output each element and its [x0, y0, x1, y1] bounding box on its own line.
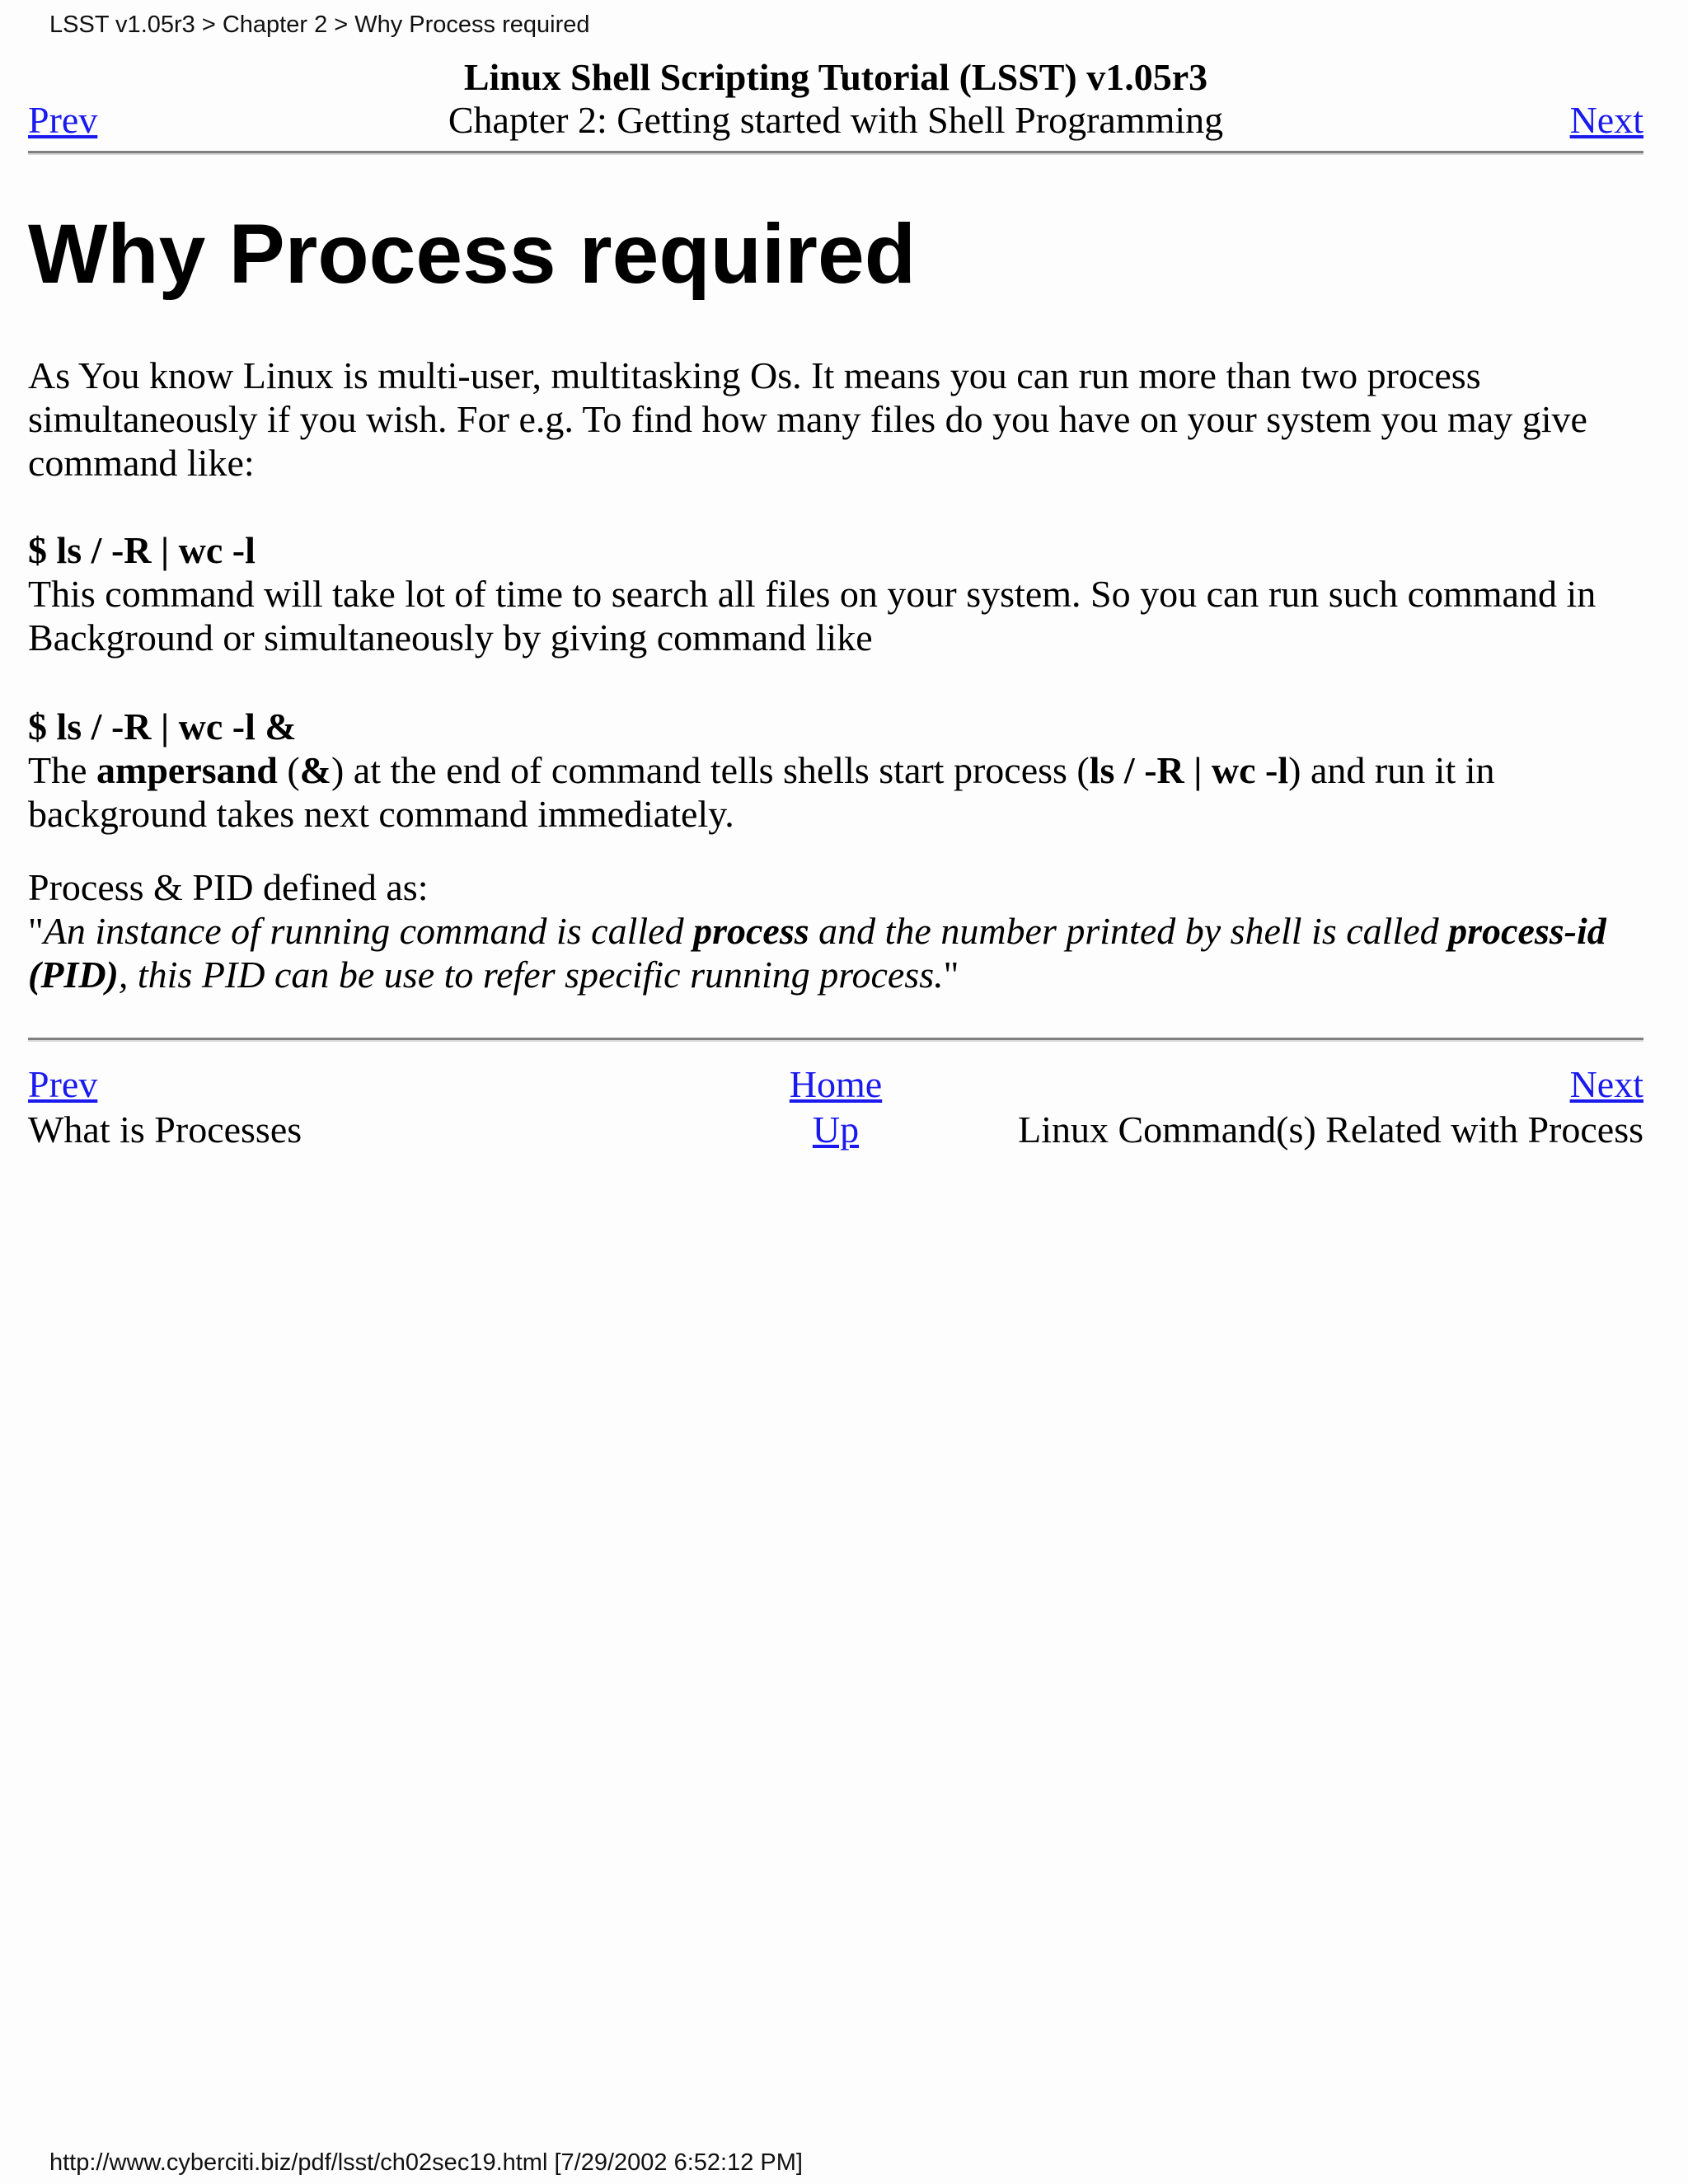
quote-fragment: and the number printed by shell is called [809, 910, 1449, 952]
inline-command: ls / -R | wc -l [1089, 749, 1289, 791]
text-fragment: ) and run it in background takes next command immediately. [28, 749, 1495, 835]
home-link[interactable]: Home [789, 1063, 883, 1105]
page-title: Why Process required [28, 207, 917, 301]
footer-prev-link[interactable]: Prev [28, 1063, 98, 1105]
ampersand-symbol: & [299, 749, 331, 791]
quote-fragment: An instance of running command is called [43, 910, 694, 952]
header-prev-link[interactable]: Prev [28, 99, 98, 141]
command-example-2: $ ls / -R | wc -l & [28, 705, 297, 748]
navigation-header [28, 54, 1643, 145]
print-header: LSST v1.05r3 > Chapter 2 > Why Process required [49, 12, 590, 38]
up-link[interactable]: Up [812, 1108, 860, 1151]
quote-fragment: , this PID can be use to refer specific running process. [118, 954, 944, 996]
open-quote: " [28, 910, 44, 952]
intro-paragraph: As You know Linux is multi-user, multitasking Os. It means you can run more than two process simultaneously if you wish. For e.g. To find how many files do you have on your system you may give command like: [28, 354, 1587, 484]
prev-page-title: What is Processes [28, 1108, 302, 1151]
ampersand-paragraph [28, 748, 1643, 836]
text-fragment: The [28, 749, 97, 791]
header-divider [28, 151, 1643, 155]
definition-quote [28, 909, 1643, 996]
footer-next-link[interactable]: Next [1569, 1063, 1643, 1105]
chapter-title: Chapter 2: Getting started with Shell Programming [448, 99, 1224, 141]
command-explanation-paragraph: This command will take lot of time to search all files on your system. So you can run such command in Background or simultaneously by giving command like [28, 573, 1597, 658]
print-footer-url: http://www.cyberciti.biz/pdf/lsst/ch02sec19.html [7/29/2002 6:52:12 PM] [49, 2149, 803, 2176]
definition-heading: Process & PID defined as: [28, 866, 429, 908]
header-next-link[interactable]: Next [1569, 99, 1643, 141]
text-fragment: ( [277, 749, 300, 791]
navigation-footer [28, 1062, 1643, 1160]
command-example-1: $ ls / -R | wc -l [28, 529, 256, 571]
next-page-title: Linux Command(s) Related with Process [1018, 1108, 1643, 1151]
close-quote: " [943, 954, 959, 996]
text-fragment: ) at the end of command tells shells start process ( [331, 749, 1090, 791]
pid-term: process-id (PID) [28, 910, 1606, 996]
tutorial-title: Linux Shell Scripting Tutorial (LSST) v1.05r3 [463, 56, 1208, 98]
ampersand-term: ampersand [96, 749, 278, 791]
footer-divider [28, 1038, 1643, 1042]
process-term: process [693, 910, 809, 952]
